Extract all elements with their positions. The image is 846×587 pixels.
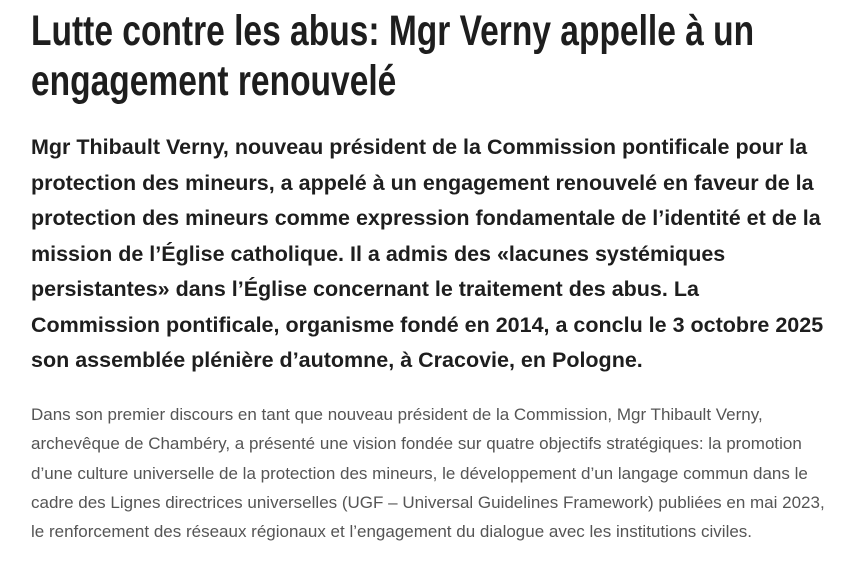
article: [31, 0, 831, 542]
article-lead: Mgr Thibault Verny, nouveau président de la Commission pontificale pour la protection des mineurs, a appelé à un engagement renouvelé en faveur de la protection des mineurs comme expression fondamentale de l’identité et de la mission de l’Église catholique. Il a admis des «lacunes systémiques persistantes» dans l’Église concernant le traitement des abus. La Commission pontificale, organisme fondé en 2014, a conclu le 3 octobre 2025 son assemblée plénière d’automne, à Cracovie, en Pologne.: [31, 135, 824, 372]
article-paragraph: Dans son premier discours en tant que nouveau président de la Commission, Mgr Thibault Verny, archevêque de Chambéry, a présenté une vision fondée sur quatre objectifs stratégiques: la promotion d’une culture universelle de la protection des mineurs, le développement d’un langage commun dans le cadre des Lignes directrices universelles (UGF – Universal Guidelines Framework) publiées en mai 2023, le renforcement des réseaux régionaux et l’engagement du dialogue avec les institutions civiles.: [31, 405, 825, 542]
article-title: Lutte contre les abus: Mgr Verny appelle à un engagement renouvelé: [31, 7, 755, 105]
